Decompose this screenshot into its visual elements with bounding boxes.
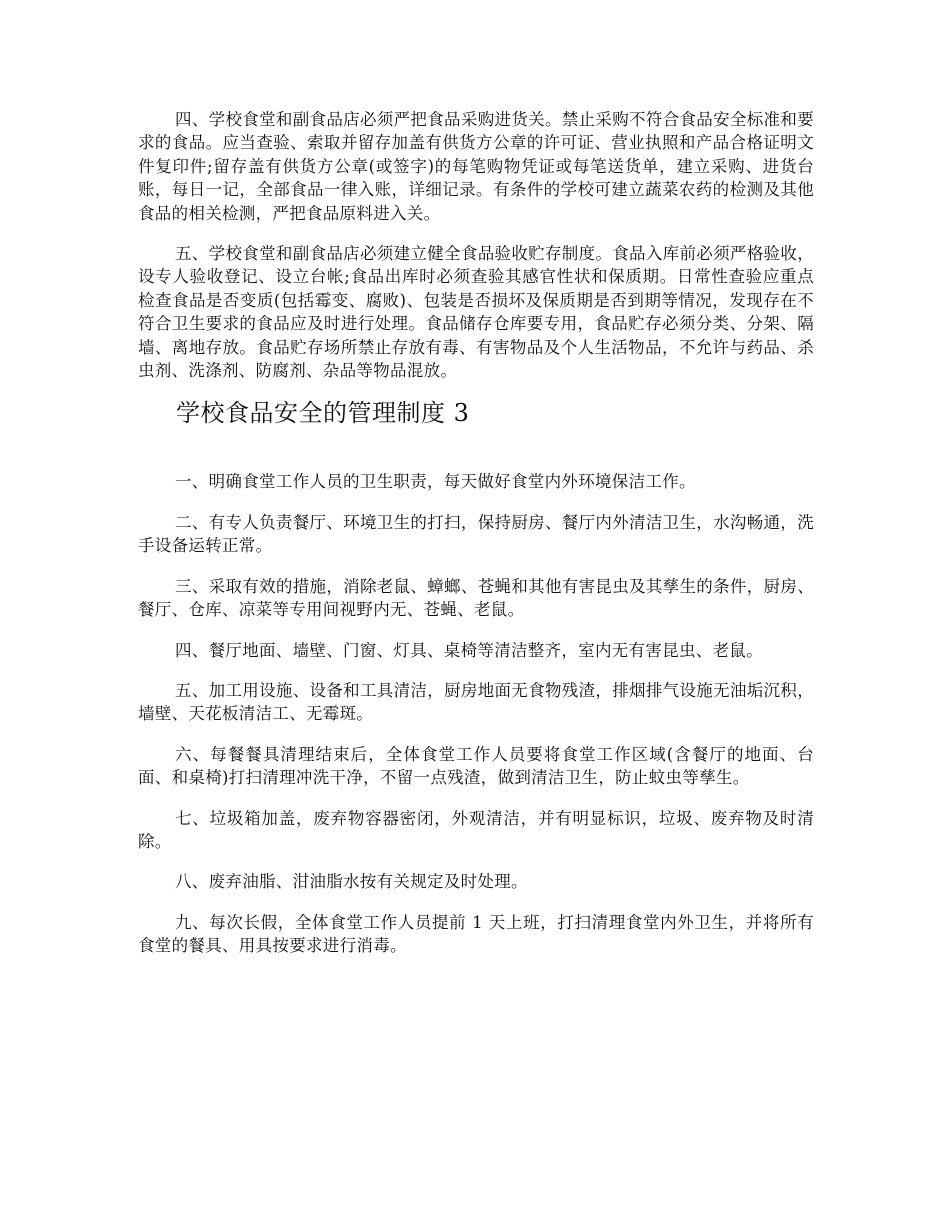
list-item: 七、垃圾箱加盖，废弃物容器密闭，外观清洁，并有明显标识，垃圾、废弃物及时清除。 bbox=[138, 808, 814, 851]
section-title: 学校食品安全的管理制度 3 bbox=[176, 399, 470, 428]
list-item: 六、每餐餐具清理结束后，全体食堂工作人员要将食堂工作区域(含餐厅的地面、台面、和桌椅)打扫清理冲洗干净，不留一点残渣，做到清洁卫生，防止蚊虫等孳生。 bbox=[138, 744, 814, 788]
list-item: 四、餐厅地面、墙壁、门窗、灯具、桌椅等清洁整齐，室内无有害昆虫、老鼠。 bbox=[175, 640, 763, 660]
document-page bbox=[138, 108, 814, 975]
list-item: 五、加工用设施、设备和工具清洁，厨房地面无食物残渣，排烟排气设施无油垢沉积，墙壁、天花板清洁工、无霉斑。 bbox=[138, 680, 814, 724]
paragraph-storage: 五、学校食堂和副食品店必须建立健全食品验收贮存制度。食品入库前必须严格验收，设专人验收登记、设立台帐;食品出库时必须查验其感官性状和保质期。日常性查验应重点检查食品是否变质(包括霉变、腐败)、包装是否损坏及保质期是否到期等情况，发现存在不符合卫生要求的食品应及时进行处理。食品储存仓库要专用，食品贮存必须分类、分架、隔墙、离地存放。食品贮存场所禁止存放有毒、有害物品及个人生活物品，不允许与药品、杀虫剂、洗涤剂、防腐剂、杂品等物品混放。 bbox=[138, 244, 814, 381]
list-item: 一、明确食堂工作人员的卫生职责，每天做好食堂内外环境保洁工作。 bbox=[175, 472, 696, 492]
list-item: 八、废弃油脂、泔油脂水按有关规定及时处理。 bbox=[175, 872, 528, 892]
list-item: 九、每次长假，全体食堂工作人员提前 1 天上班，打扫清理食堂内外卫生，并将所有食堂的餐具、用具按要求进行消毒。 bbox=[138, 912, 814, 956]
list-item: 三、采取有效的措施，消除老鼠、蟑螂、苍蝇和其他有害昆虫及其孳生的条件，厨房、餐厅、仓库、凉菜等专用间视野内无、苍蝇、老鼠。 bbox=[138, 576, 814, 620]
list-item: 二、有专人负责餐厅、环境卫生的打扫，保持厨房、餐厅内外清洁卫生，水沟畅通，洗手设备运转正常。 bbox=[138, 512, 814, 556]
paragraph-procurement: 四、学校食堂和副食品店必须严把食品采购进货关。禁止采购不符合食品安全标准和要求的食品。应当查验、索取并留存加盖有供货方公章的许可证、营业执照和产品合格证明文件复印件;留存盖有供货方公章(或签字)的每笔购物凭证或每笔送货单，建立采购、进货台账，每日一记，全部食品一律入账，详细记录。有条件的学校可建立蔬菜农药的检测及其他食品的相关检测，严把食品原料进入关。 bbox=[138, 110, 814, 223]
